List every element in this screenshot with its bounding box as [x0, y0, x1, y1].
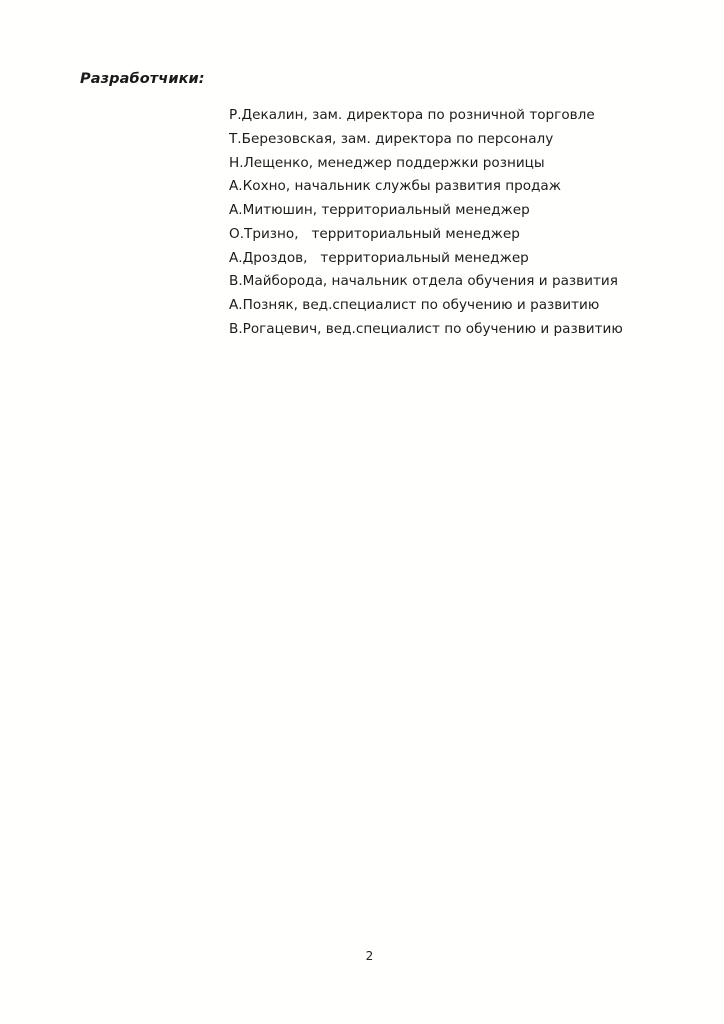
developer-entry: О.Тризно, территориальный менеджер [229, 225, 520, 242]
developer-entry: В.Рогацевич, вед.специалист по обучению и развитию [229, 320, 623, 337]
developer-entry: В.Майборода, начальник отдела обучения и развития [229, 273, 618, 290]
developer-entry: А.Дроздов, территориальный менеджер [229, 249, 529, 266]
developer-entry: Н.Лещенко, менеджер поддержки розницы [229, 154, 545, 171]
developers-list [229, 104, 623, 342]
developer-entry: Т.Березовская, зам. директора по персоналу [229, 130, 554, 147]
developer-entry: Р.Декалин, зам. директора по розничной торговле [229, 107, 595, 123]
developer-entry: А.Позняк, вед.специалист по обучению и развитию [229, 297, 600, 313]
developers-heading: Разработчики: [80, 71, 205, 87]
developer-entry: А.Кохно, начальник службы развития продаж [229, 178, 561, 195]
page-number: 2 [365, 949, 374, 963]
developer-entry: А.Митюшин, территориальный менеджер [229, 202, 530, 218]
